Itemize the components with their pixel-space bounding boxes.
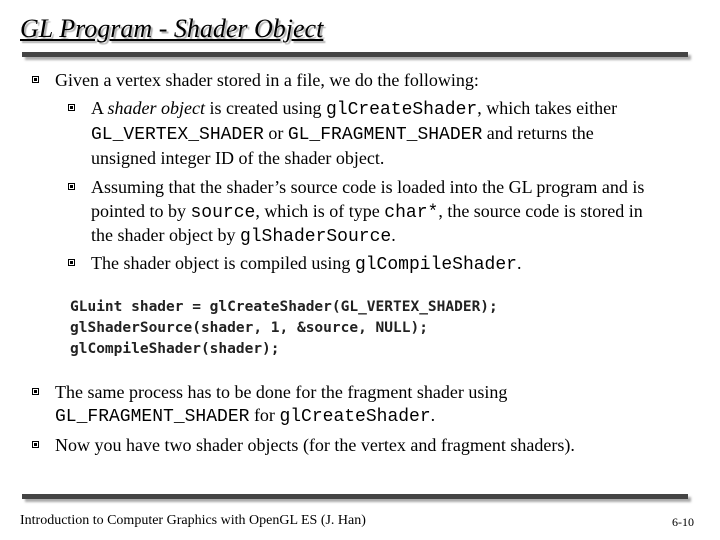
- slide-title: GL Program - Shader Object: [20, 14, 324, 43]
- bullet-line: Now you have two shader objects (for the vertex and fragment shaders).: [55, 435, 575, 455]
- text-emphasis: shader object: [107, 98, 205, 118]
- code-inline: GL_FRAGMENT_SHADER: [287, 125, 483, 145]
- text-span: A: [91, 98, 108, 118]
- bottom-divider: [22, 494, 688, 499]
- code-inline: GL_FRAGMENT_SHADER: [55, 407, 250, 427]
- subbullet-line: [91, 199, 643, 226]
- bullet-intro-text: Given a vertex shader stored in a file, we do the following:: [55, 70, 479, 90]
- code-inline: glCreateShader: [279, 407, 431, 427]
- bullet-marker-icon: [68, 183, 75, 190]
- text-span: .: [391, 225, 396, 245]
- subbullet-line: [91, 96, 617, 123]
- text-span: , which takes either: [477, 98, 618, 118]
- code-inline: glShaderSource: [239, 227, 392, 247]
- code-inline: glCreateShader: [325, 100, 478, 120]
- text-span: .: [516, 253, 522, 273]
- code-block: [70, 297, 498, 360]
- bullet-line: The same process has to be done for the fragment shader using: [55, 382, 508, 402]
- text-span: for: [249, 405, 280, 425]
- code-inline: char*: [384, 203, 439, 223]
- code-inline: glCompileShader: [354, 255, 517, 275]
- code-inline: source: [190, 203, 256, 223]
- code-line: glCompileShader(shader);: [70, 341, 280, 357]
- bullet-marker-icon: [32, 441, 39, 448]
- text-span: , which is of type: [255, 201, 385, 221]
- text-span: , the source code is stored in: [438, 201, 643, 221]
- text-span: and returns the: [482, 123, 594, 143]
- subbullet-line: [91, 251, 521, 278]
- text-span: the shader object by: [91, 225, 240, 245]
- bullet-marker-icon: [32, 76, 39, 83]
- text-span: or: [263, 123, 288, 143]
- bullet-marker-icon: [68, 104, 75, 111]
- subbullet-line: unsigned integer ID of the shader object.: [91, 148, 385, 168]
- top-divider: [22, 52, 688, 57]
- bullet-line: [55, 403, 435, 430]
- footer-page-number: 6-10: [672, 515, 694, 529]
- text-span: The shader object is compiled using: [91, 253, 355, 273]
- text-span: is created using: [205, 98, 326, 118]
- subbullet-line: [91, 121, 594, 148]
- code-inline: GL_VERTEX_SHADER: [91, 125, 264, 145]
- code-line: GLuint shader = glCreateShader(GL_VERTEX_SHADER);: [70, 299, 498, 315]
- bullet-marker-icon: [32, 388, 39, 395]
- text-span: .: [430, 405, 436, 425]
- text-span: pointed to by: [91, 201, 191, 221]
- footer-course-title: Introduction to Computer Graphics with OpenGL ES (J. Han): [20, 513, 366, 528]
- code-line: glShaderSource(shader, 1, &source, NULL);: [70, 320, 428, 336]
- bullet-marker-icon: [68, 259, 75, 266]
- subbullet-line: Assuming that the shader’s source code is loaded into the GL program and is: [91, 177, 645, 197]
- subbullet-line: [91, 223, 396, 250]
